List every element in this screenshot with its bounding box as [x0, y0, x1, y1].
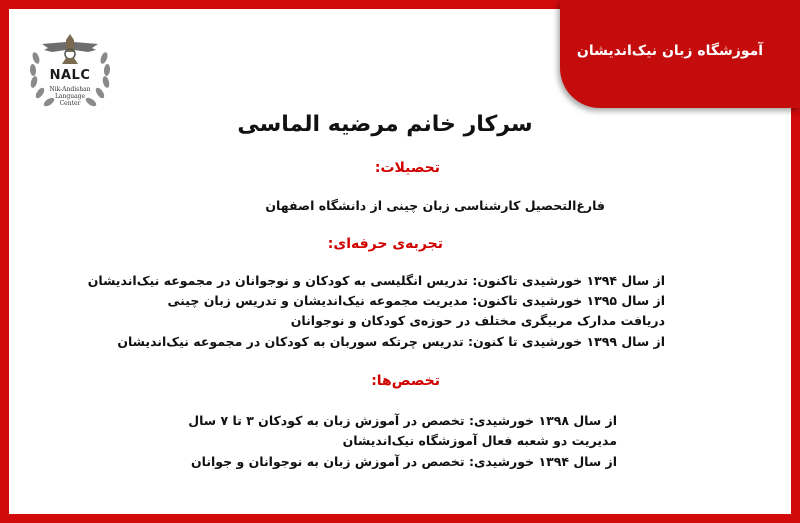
logo-line-1: Nik-Andishan — [49, 86, 91, 93]
experience-item: از سال ۱۳۹۵ خورشیدی تاکنون: مدیریت مجموعه نیک‌اندیشان و تدریس زبان چینی — [167, 293, 665, 308]
page-title: سرکار خانم مرضیه الماسی — [237, 112, 533, 137]
experience-item: از سال ۱۳۹۹ خورشیدی تا کنون: تدریس چرتکه سوربان به کودکان در مجموعه نیک‌اندیشان — [117, 334, 665, 349]
experience-item: دریافت مدارک مربیگری مختلف در حوزه‌ی کودکان و نوجوانان — [290, 313, 665, 328]
institute-name: آموزشگاه زبان نیک‌اندیشان — [576, 43, 764, 59]
specialty-item: از سال ۱۳۹۸ خورشیدی: تخصص در آموزش زبان به کودکان ۳ تا ۷ سال — [188, 413, 617, 428]
experience-item: از سال ۱۳۹۴ خورشیدی تاکنون: تدریس انگلیسی به کودکان و نوجوانان در مجموعه نیک‌اندیشان — [87, 273, 665, 288]
logo-line-3: Center — [59, 100, 81, 107]
experience-heading: تجربه‌ی حرفه‌ای: — [327, 236, 443, 252]
institute-logo — [22, 28, 118, 114]
specialties-heading: تخصص‌ها: — [371, 373, 440, 389]
logo-line-2: Language — [54, 93, 86, 100]
specialty-item: مدیریت دو شعبه فعال آموزشگاه نیک‌اندیشان — [342, 433, 617, 448]
specialty-item: از سال ۱۳۹۴ خورشیدی: تخصص در آموزش زبان به نوجوانان و جوانان — [190, 454, 617, 469]
logo-abbreviation: NALC — [49, 68, 91, 83]
education-heading: تحصیلات: — [374, 160, 440, 176]
education-item: فارغ‌التحصیل کارشناسی زبان چینی از دانشگاه اصفهان — [265, 198, 605, 213]
